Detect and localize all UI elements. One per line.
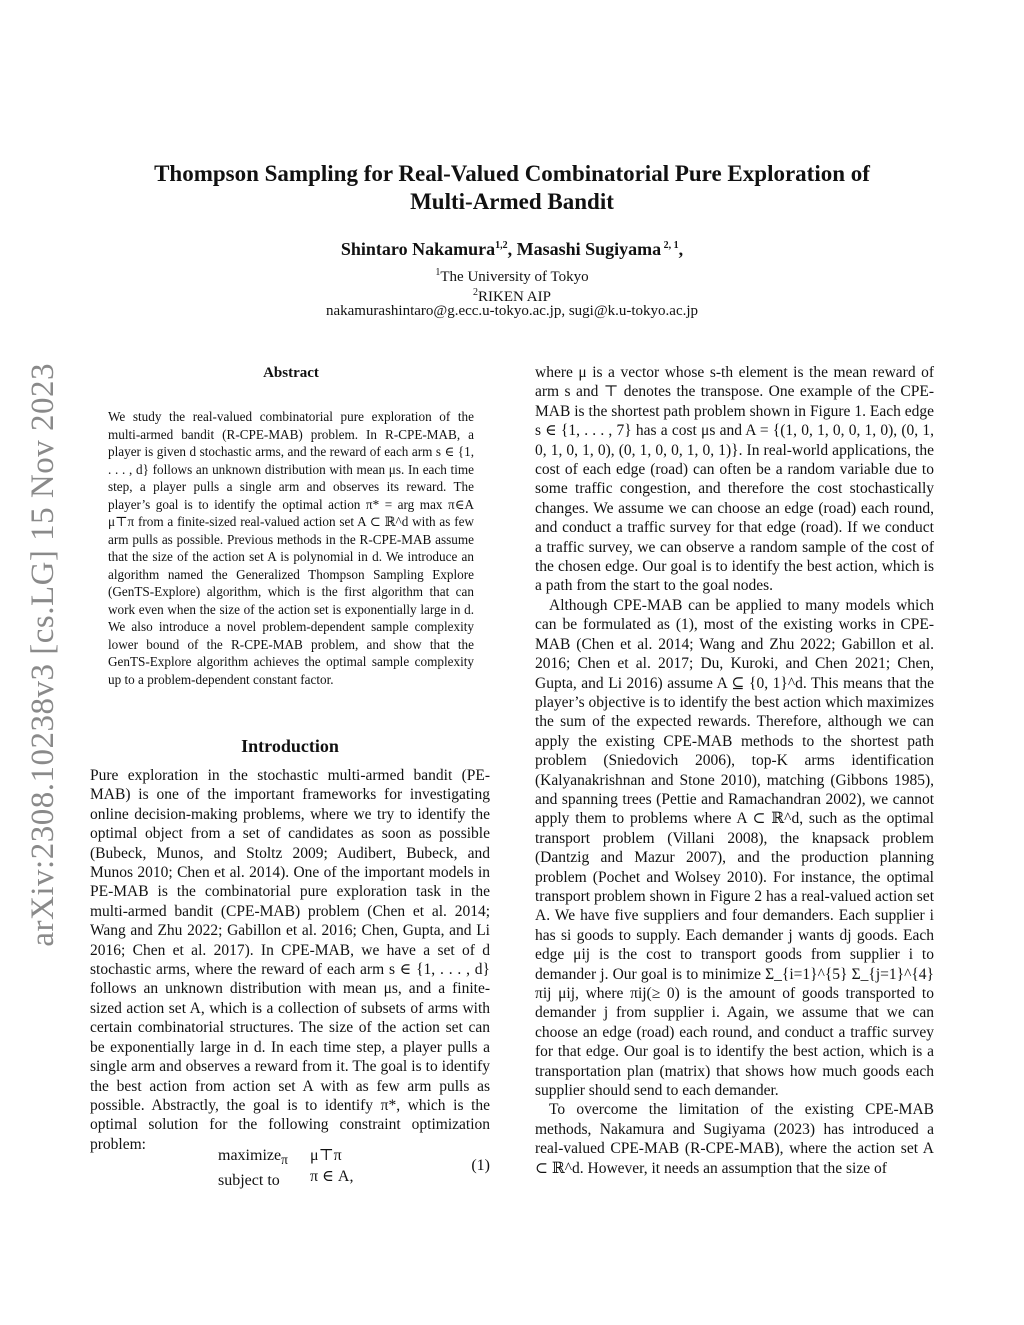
title-line-1: Thompson Sampling for Real-Valued Combinatorial Pure Exploration of <box>154 161 870 186</box>
affiliation-2-text: RIKEN AIP <box>478 289 551 305</box>
author-list <box>100 234 924 261</box>
intro-paragraph-1: Pure exploration in the stochastic multi-armed bandit (PE-MAB) is one of the important frameworks for investigating online decision-making problems, where we try to identify the optimal object from a set of candidates as soon as possible (Bubeck, Munos, and Stoltz 2009; Audibert, Bubeck, and Munos 2010; Chen et al. 2014). One of the important models in PE-MAB is the combinatorial pure exploration task in the multi-armed bandit (CPE-MAB) problem (Chen et al. 2014; Wang and Zhu 2022; Gabillon et al. 2016; Chen, Gupta, and Li 2016; Chen et al. 2017). In CPE-MAB, we have a set of d stochastic arms, where the reward of each arm s ∈ {1, . . . , d} follows an unknown distribution with mean μs, and a finite-sized action set A, which is a collection of subsets of arms with certain combinatorial structures. The size of the action set can be exponentially large in d. In each time step, a player pulls a single arm and observes a reward from it. The goal is to identify the best action from action set A with as few arm pulls as possible. Abstractly, the goal is to identify π*, which is the optimal solution for the following constraint optimization problem: <box>90 767 490 1153</box>
title-line-2: Multi-Armed Bandit <box>410 189 614 214</box>
right-paragraph-3: To overcome the limitation of the existing CPE-MAB methods, Nakamura and Sugiyama (2023) has introduced a real-valued CPE-MAB (R-CPE-MAB), where the action set A ⊂ ℝ^d. However, it needs an assumption that the size of <box>535 1101 934 1177</box>
introduction-heading: Introduction <box>241 736 339 756</box>
author-1: Shintaro Nakamura <box>340 239 496 259</box>
eq-maximize: maximize <box>218 1147 282 1164</box>
affiliation-1-mark: 1 <box>435 267 441 278</box>
author-1-affil: 1,2 <box>495 240 508 251</box>
right-paragraph-1: where μ is a vector whose s-th element is the mean reward of arm s and ⊤ denotes the transpose. One example of the CPE-MAB is the shortest path problem shown in Figure 1. Each edge s ∈ {1, . . . , 7} has a cost μs and A = {(1, 0, 1, 0, 0, 1, 0), (0, 1, 0, 1, 0, 1, 0), (0, 1, 0, 0, 1, 0, 1)}. In real-world applications, the cost of each edge (road) can often be a random variable due to some traffic congestion, and therefore the cost stochastically changes. We assume we can choose an edge (road) each round, and conduct a traffic survey for that edge (road). If we conduct a traffic survey, we can observe a random sample of the cost of the chosen edge. Our goal is to identify the best action, which is a path from the start to the goal nodes. <box>535 364 934 595</box>
equation-rhs <box>310 1145 353 1187</box>
right-column <box>535 363 934 1178</box>
abstract-body <box>108 395 474 701</box>
author-2: , Masashi Sugiyama <box>507 239 662 259</box>
eq-constraint: π ∈ A, <box>310 1168 354 1185</box>
right-paragraph-2: Although CPE-MAB can be applied to many models which can be formulated as (1), most of the existing works in CPE-MAB (Chen et al. 2014; Wang and Zhu 2022; Gabillon et al. 2016; Chen et al. 2017; Du, Kuroki, and Chen 2021; Chen, Gupta, and Li 2016) assume A ⊆ {0, 1}^d. This means that the player’s objective is to identify the best action which maximizes the sum of the expected rewards. Therefore, although we can apply the existing CPE-MAB methods to the shortest path problem (Sniedovich 2006), top-K arms identification (Kalyanakrishnan and Stone 2010), matching (Gibbons 1985), and spanning trees (Pettie and Ramachandran 2002), we cannot apply them to problems where A ⊂ ℝ^d, such as the optimal transport problem (Villani 2008), the knapsack problem (Dantzig and Mazur 2007), and the production planning problem (Pochet and Wolsey 2010). For instance, the optimal transport problem shown in Figure 2 has a real-valued action set A. We have five suppliers and four demanders. Each supplier i has si goods to supply. Each demander j wants dj goods. Each edge μij is the cost to transport goods from supplier i to demander j. Our goal is to minimize Σ_{i=1}^{5} Σ_{j=1}^{4} πij μij, where πij(≥ 0) is the amount of goods transported to demander j from supplier i. Again, we assume that we can choose an edge (road) each round, and conduct a traffic survey for that edge. Our goal is to identify the best action, which is a transportation plan (matrix) that shows how much goods each supplier should send to each demander. <box>535 596 934 1100</box>
paper-title <box>100 160 924 216</box>
affiliation-2-mark: 2 <box>473 287 479 298</box>
arxiv-id-text: arXiv:2308.10238v3 [cs.LG] 15 Nov 2023 <box>24 363 61 947</box>
abstract-text: We study the real-valued combinatorial pure exploration of the multi-armed bandit (R-CPE-MAB) problem. In R-CPE-MAB, a player is given d stochastic arms, and the reward of each arm s ∈ {1, . . . , d} follows an unknown distribution with mean μs. In each time step, a player pulls a single arm and observes its reward. The player’s goal is to identify the optimal action π* = arg max π∈A μ⊤π from a finite-sized real-valued action set A ⊂ ℝ^d with as few arm pulls as possible. Previous methods in the R-CPE-MAB assume that the size of the action set A is polynomial in d. We introduce an algorithm named the Generalized Thompson Sampling Explore (GenTS-Explore) algorithm, which is the first algorithm that can work even when the size of the action set is exponentially large in d. We also introduce a novel problem-dependent sample complexity lower bound of the R-CPE-MAB problem, and show that the GenTS-Explore algorithm achieves the optimal sample complexity up to a problem-dependent constant factor. <box>108 409 474 687</box>
eq-maximize-sub: π <box>281 1152 288 1168</box>
author-2-affil: 2, 1 <box>661 240 679 251</box>
equation-number: (1) <box>471 1157 490 1174</box>
emails-text: nakamurashintaro@g.ecc.u-tokyo.ac.jp, sugi@k.u-tokyo.ac.jp <box>325 303 699 319</box>
introduction-body <box>90 766 490 1154</box>
eq-subject-to: subject to <box>218 1172 280 1190</box>
arxiv-identifier <box>18 350 68 960</box>
affiliation-1-text: The University of Tokyo <box>440 269 589 285</box>
eq-objective: μ⊤π <box>310 1147 342 1164</box>
author-emails <box>100 302 924 321</box>
author-list-end: , <box>678 239 684 259</box>
abstract-heading: Abstract <box>263 365 319 381</box>
equation-lhs <box>218 1145 288 1191</box>
